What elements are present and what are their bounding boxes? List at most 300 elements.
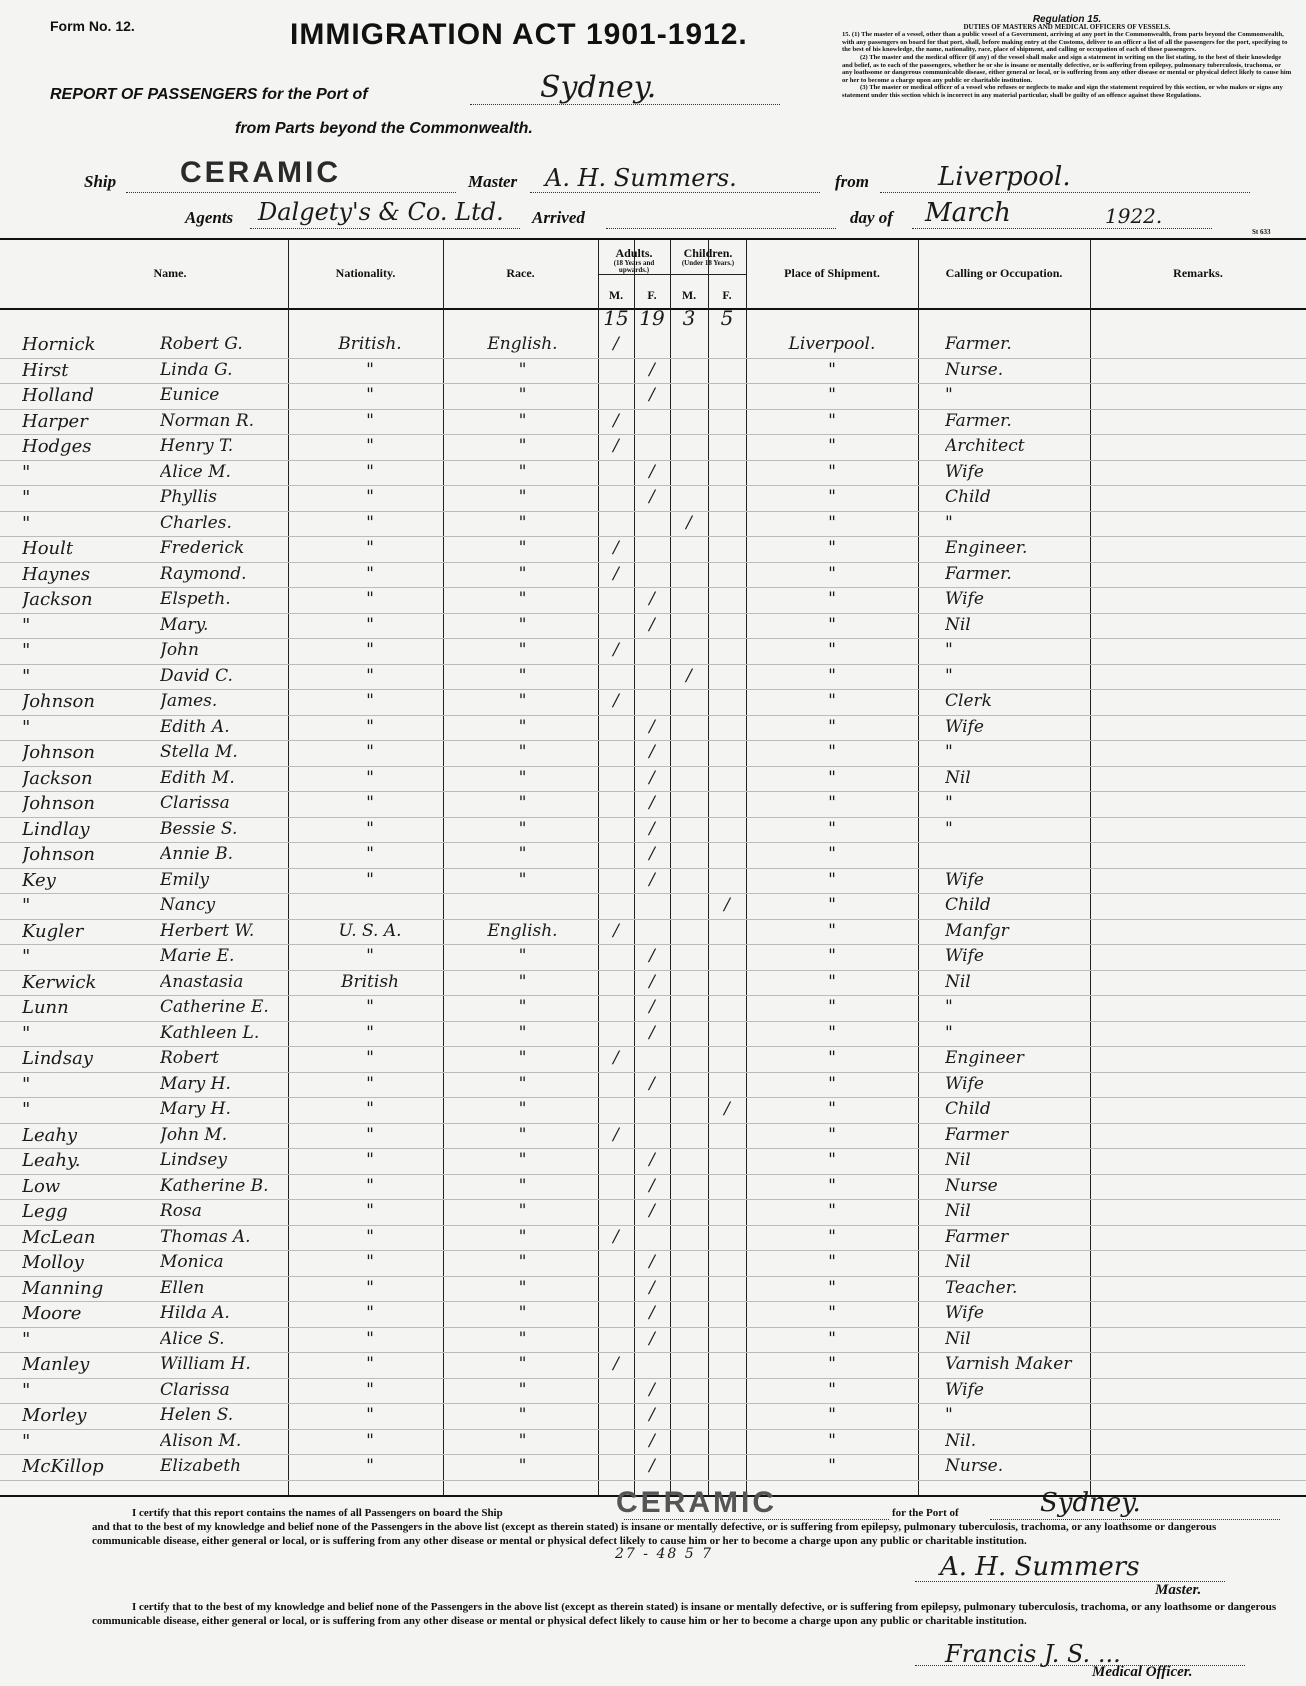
- adult-male-mark: [598, 944, 634, 970]
- passenger-occupation: Child: [945, 1099, 991, 1119]
- child-female-mark: [708, 817, 746, 843]
- passenger-given-names: Anastasia: [160, 971, 244, 992]
- place-of-shipment: ": [828, 640, 836, 660]
- passenger-surname: ": [22, 1328, 31, 1350]
- table-row: [0, 1174, 1306, 1200]
- passenger-surname: Lindsay: [22, 1048, 93, 1069]
- adult-male-mark: [598, 817, 634, 843]
- adult-female-mark: /: [649, 997, 655, 1017]
- passenger-race: [450, 893, 595, 919]
- place-of-shipment: ": [828, 1303, 836, 1323]
- passenger-occupation: ": [945, 818, 953, 839]
- child-female-mark: [708, 613, 746, 639]
- passenger-given-names: Alice M.: [160, 461, 231, 482]
- table-row: [0, 1327, 1306, 1353]
- adult-female-mark: /: [649, 844, 655, 864]
- child-male-mark: [670, 995, 708, 1021]
- month-value: March: [925, 198, 1011, 228]
- passenger-race: ": [518, 742, 527, 762]
- child-male-mark: [670, 358, 708, 384]
- passenger-occupation: Engineer: [945, 1048, 1024, 1068]
- arrived-line: [606, 226, 836, 229]
- passenger-given-names: John: [160, 640, 199, 660]
- child-female-mark: [708, 919, 746, 945]
- child-female-mark: [708, 358, 746, 384]
- child-male-mark: [670, 1021, 708, 1047]
- passenger-given-names: Henry T.: [160, 436, 234, 456]
- passenger-surname: Kerwick: [22, 971, 97, 993]
- place-of-shipment: ": [828, 410, 836, 431]
- passenger-surname: Jackson: [22, 589, 93, 610]
- passenger-nationality: ": [366, 1201, 374, 1221]
- passenger-occupation: Farmer: [945, 1226, 1009, 1247]
- adult-female-mark: /: [649, 818, 655, 839]
- passenger-surname: ": [22, 1099, 31, 1120]
- table-row: [0, 1021, 1306, 1047]
- adult-male-mark: [598, 383, 634, 409]
- col-header-child-m: M.: [681, 288, 697, 302]
- place-of-shipment: ": [828, 767, 836, 788]
- place-of-shipment: ": [828, 1150, 836, 1170]
- passenger-nationality: ": [366, 997, 374, 1017]
- adult-female-mark: [634, 1097, 670, 1123]
- place-of-shipment: ": [828, 971, 836, 992]
- passenger-occupation: Teacher.: [945, 1277, 1018, 1298]
- child-male-mark: [670, 1225, 708, 1251]
- adult-male-mark: [598, 1327, 634, 1353]
- place-of-shipment: ": [828, 691, 836, 711]
- col-header-adults: Adults.: [615, 246, 653, 260]
- ship-line: [126, 190, 456, 193]
- child-female-mark: [708, 1352, 746, 1378]
- passenger-race: ": [518, 436, 527, 456]
- table-row: [0, 740, 1306, 766]
- passenger-given-names: Edith A.: [160, 716, 230, 737]
- child-male-mark: [670, 332, 708, 358]
- regulation-paragraph-1: 15. (1) The master of a vessel, other than a public vessel of a Government, arriving at any port in the Commonwealth, from parts beyond the Commonwealth, with any passengers on board for that port, shall, before making entry at the Customs, deliver to an officer a list of all the passengers for the port, specifying to the best of his knowledge, the name, nationality, race, place of shipment, and calling or occupation of each of those passengers.: [842, 31, 1288, 54]
- table-row: [0, 460, 1306, 486]
- passenger-nationality: ": [366, 844, 374, 864]
- table-row: [0, 638, 1306, 664]
- passenger-race: ": [518, 1175, 527, 1196]
- passenger-nationality: ": [366, 614, 374, 635]
- place-of-shipment: ": [828, 1226, 836, 1247]
- subhead-rule: [598, 274, 746, 275]
- table-row: [0, 689, 1306, 715]
- adult-female-mark: [634, 562, 670, 588]
- medical-officer-signature: Francis J. S. ...: [945, 1640, 1121, 1668]
- place-of-shipment: ": [828, 1201, 836, 1221]
- passenger-nationality: ": [366, 512, 374, 533]
- adult-male-mark: [598, 1148, 634, 1174]
- adult-female-mark: [634, 1123, 670, 1149]
- child-female-mark: [708, 1225, 746, 1251]
- passenger-occupation: Nil: [945, 971, 971, 992]
- ship-label: Ship: [84, 172, 117, 191]
- passenger-surname: ": [22, 1022, 31, 1044]
- ship-stamp: CERAMIC: [180, 156, 341, 189]
- passenger-race: ": [518, 1022, 527, 1043]
- passenger-nationality: ": [366, 869, 374, 890]
- child-female-mark: [708, 511, 746, 537]
- adult-female-mark: /: [649, 946, 655, 966]
- adult-female-mark: /: [649, 1022, 655, 1043]
- child-female-mark: [708, 766, 746, 792]
- child-male-mark: [670, 1148, 708, 1174]
- adult-male-mark: /: [613, 436, 619, 456]
- passenger-given-names: Katherine B.: [160, 1175, 269, 1196]
- child-male-mark: [670, 919, 708, 945]
- passenger-given-names: Ellen: [160, 1277, 205, 1298]
- passenger-given-names: Phyllis: [160, 487, 218, 507]
- passenger-given-names: Clarissa: [160, 1379, 230, 1400]
- passenger-nationality: ": [366, 946, 374, 966]
- child-female-mark: [708, 970, 746, 996]
- child-male-mark: [670, 689, 708, 715]
- passenger-given-names: Robert: [160, 1048, 219, 1068]
- passenger-surname: Hornick: [22, 334, 96, 355]
- child-female-mark: [708, 868, 746, 894]
- adult-female-mark: /: [649, 793, 655, 813]
- passenger-given-names: Robert G.: [160, 334, 243, 354]
- table-row: [0, 1225, 1306, 1251]
- passenger-race: ": [518, 1099, 527, 1119]
- passenger-surname: Haynes: [22, 563, 91, 585]
- table-row: [0, 332, 1306, 358]
- table-row: [0, 613, 1306, 639]
- adult-male-mark: [598, 1378, 634, 1404]
- adult-male-mark: [598, 1454, 634, 1480]
- adult-male-mark: /: [613, 538, 619, 558]
- passenger-occupation: Farmer.: [945, 410, 1012, 431]
- passenger-occupation: Nil: [945, 767, 971, 788]
- passenger-nationality: ": [366, 691, 374, 711]
- table-row: [0, 409, 1306, 435]
- child-female-mark: [708, 1327, 746, 1353]
- table-row: [0, 587, 1306, 613]
- child-female-mark: [708, 715, 746, 741]
- passenger-race: ": [518, 997, 527, 1017]
- passenger-surname: Johnson: [22, 844, 95, 865]
- passenger-nationality: ": [366, 359, 374, 380]
- passenger-nationality: ": [366, 1226, 374, 1247]
- table-row: [0, 1429, 1306, 1455]
- passenger-nationality: ": [366, 1379, 374, 1400]
- place-of-shipment: ": [828, 793, 836, 813]
- passenger-occupation: Wife: [945, 946, 984, 966]
- master-signature: A. H. Summers: [940, 1552, 1140, 1582]
- passenger-occupation: Manfgr: [945, 920, 1009, 941]
- passenger-nationality: ": [366, 1252, 374, 1272]
- passenger-given-names: Annie B.: [160, 844, 233, 864]
- passenger-surname: Johnson: [22, 691, 95, 712]
- adult-female-mark: [634, 1225, 670, 1251]
- passenger-race: ": [518, 665, 527, 686]
- passenger-given-names: Lindsey: [160, 1150, 227, 1170]
- passenger-given-names: Alison M.: [160, 1430, 242, 1451]
- passenger-given-names: Linda G.: [160, 359, 233, 380]
- table-row: [0, 1123, 1306, 1149]
- passenger-nationality: ": [366, 665, 374, 686]
- table-row: [0, 715, 1306, 741]
- place-of-shipment: ": [828, 1175, 836, 1196]
- passenger-surname: ": [22, 665, 31, 687]
- passenger-given-names: Thomas A.: [160, 1226, 251, 1247]
- child-male-mark: /: [686, 512, 692, 533]
- adult-male-mark: [598, 1072, 634, 1098]
- adult-female-mark: /: [649, 1456, 655, 1476]
- adult-male-mark: [598, 1174, 634, 1200]
- passenger-given-names: Marie E.: [160, 946, 235, 966]
- passenger-race: ": [518, 589, 527, 609]
- passenger-nationality: British.: [338, 334, 402, 354]
- passenger-race: ": [518, 844, 527, 864]
- table-row: [0, 970, 1306, 996]
- place-of-shipment: ": [828, 716, 836, 737]
- adult-female-mark: [634, 409, 670, 435]
- passenger-surname: Low: [22, 1175, 61, 1197]
- child-female-mark: [708, 1148, 746, 1174]
- passenger-occupation: ": [945, 997, 953, 1017]
- passenger-occupation: Wife: [945, 1379, 984, 1400]
- place-of-shipment: ": [828, 436, 836, 456]
- passenger-race: ": [518, 767, 527, 788]
- adult-male-mark: /: [613, 640, 619, 660]
- adult-female-mark: /: [649, 742, 655, 762]
- table-row: [0, 1301, 1306, 1327]
- child-male-mark: [670, 1046, 708, 1072]
- passenger-surname: ": [22, 614, 31, 636]
- passenger-nationality: [300, 893, 440, 919]
- adult-male-mark: [598, 664, 634, 690]
- adult-female-mark: [634, 919, 670, 945]
- passenger-occupation: Nil: [945, 1150, 971, 1170]
- passenger-nationality: ": [366, 1150, 374, 1170]
- place-of-shipment: ": [828, 487, 836, 507]
- place-of-shipment: ": [828, 895, 836, 915]
- adult-male-mark: /: [613, 410, 619, 431]
- adult-female-mark: /: [649, 1328, 655, 1349]
- passenger-race: ": [518, 793, 527, 813]
- passenger-race: ": [518, 1354, 527, 1374]
- cert-port-label: for the Port of: [892, 1507, 959, 1519]
- child-female-mark: [708, 485, 746, 511]
- place-of-shipment: ": [828, 1252, 836, 1272]
- adult-female-mark: /: [649, 1201, 655, 1221]
- passenger-race: ": [518, 971, 527, 992]
- place-of-shipment: ": [828, 1277, 836, 1298]
- child-female-mark: /: [724, 895, 730, 915]
- adult-female-mark: /: [649, 767, 655, 788]
- adult-female-mark: [634, 1352, 670, 1378]
- passenger-given-names: Frederick: [160, 538, 245, 558]
- child-female-mark: [708, 995, 746, 1021]
- passenger-occupation: Wife: [945, 461, 984, 482]
- place-of-shipment: ": [828, 946, 836, 966]
- passenger-surname: McKillop: [22, 1456, 104, 1477]
- adult-female-mark: /: [649, 1175, 655, 1196]
- passenger-race: ": [518, 1048, 527, 1068]
- passenger-surname: Manley: [22, 1354, 90, 1375]
- total-adult-f: 19: [639, 306, 665, 330]
- passenger-given-names: Mary H.: [160, 1099, 231, 1119]
- passenger-nationality: ": [366, 1430, 374, 1451]
- child-female-mark: [708, 409, 746, 435]
- adult-female-mark: [634, 1046, 670, 1072]
- adult-male-mark: [598, 970, 634, 996]
- passenger-given-names: Emily: [160, 869, 210, 890]
- table-row: [0, 944, 1306, 970]
- agents-line: [250, 226, 520, 229]
- adult-male-mark: [598, 1199, 634, 1225]
- place-of-shipment: ": [828, 589, 836, 609]
- passenger-surname: Lindlay: [22, 818, 90, 840]
- passenger-surname: Molloy: [22, 1252, 84, 1273]
- passenger-occupation: [945, 842, 1090, 868]
- place-of-shipment: ": [828, 1022, 836, 1043]
- row-rule: [0, 1480, 1306, 1481]
- passenger-given-names: Alice S.: [160, 1328, 225, 1349]
- table-row: [0, 664, 1306, 690]
- master-title: Master.: [1155, 1582, 1202, 1598]
- passenger-surname: Hodges: [22, 436, 92, 457]
- col-header-remarks: Remarks.: [1173, 266, 1223, 280]
- passenger-given-names: Nancy: [160, 895, 216, 915]
- passenger-occupation: ": [945, 742, 953, 762]
- adult-female-mark: [634, 664, 670, 690]
- medical-officer-line: [915, 1664, 1245, 1666]
- passenger-nationality: ": [366, 742, 374, 762]
- passenger-occupation: ": [945, 512, 953, 533]
- adult-male-mark: [598, 995, 634, 1021]
- passenger-nationality: ": [366, 818, 374, 839]
- passenger-occupation: Nil: [945, 1201, 971, 1221]
- passenger-race: ": [518, 487, 527, 507]
- child-male-mark: [670, 868, 708, 894]
- child-male-mark: [670, 434, 708, 460]
- child-male-mark: [670, 715, 708, 741]
- place-of-shipment: ": [828, 512, 836, 533]
- passenger-occupation: Nil: [945, 1328, 971, 1349]
- adult-male-mark: [598, 485, 634, 511]
- child-female-mark: [708, 689, 746, 715]
- place-of-shipment: ": [828, 1048, 836, 1068]
- passenger-race: ": [518, 1379, 527, 1400]
- child-male-mark: [670, 893, 708, 919]
- place-of-shipment: ": [828, 359, 836, 380]
- passenger-surname: Legg: [22, 1201, 68, 1222]
- adult-male-mark: /: [613, 334, 619, 354]
- passenger-occupation: ": [945, 793, 953, 813]
- passenger-race: ": [518, 1073, 527, 1094]
- child-female-mark: [708, 1429, 746, 1455]
- table-top-rule: [0, 238, 1306, 240]
- col-header-children-sub: (Under 18 Years.): [681, 259, 735, 267]
- total-child-m: 3: [682, 306, 696, 330]
- passenger-occupation: Child: [945, 895, 991, 915]
- passenger-nationality: ": [366, 436, 374, 456]
- adult-female-mark: /: [649, 1277, 655, 1298]
- passenger-occupation: Farmer.: [945, 563, 1012, 584]
- table-row: [0, 995, 1306, 1021]
- child-female-mark: [708, 434, 746, 460]
- child-male-mark: [670, 1301, 708, 1327]
- adult-female-mark: /: [649, 1430, 655, 1451]
- child-female-mark: [708, 562, 746, 588]
- adult-male-mark: [598, 791, 634, 817]
- table-row: [0, 536, 1306, 562]
- place-of-shipment: ": [828, 461, 836, 482]
- child-male-mark: [670, 1454, 708, 1480]
- passenger-race: ": [518, 410, 527, 431]
- passenger-occupation: ": [945, 640, 953, 660]
- passenger-occupation: Wife: [945, 1303, 984, 1323]
- passenger-surname: ": [22, 640, 31, 661]
- passenger-race: ": [518, 1430, 527, 1451]
- passenger-race: ": [518, 563, 527, 584]
- print-code: St 633: [1252, 228, 1271, 236]
- passenger-race: ": [518, 691, 527, 711]
- col-header-occupation: Calling or Occupation.: [945, 266, 1063, 280]
- child-male-mark: [670, 1174, 708, 1200]
- adult-male-mark: [598, 766, 634, 792]
- passenger-occupation: Wife: [945, 716, 984, 737]
- table-row: [0, 511, 1306, 537]
- passenger-surname: Key: [22, 869, 56, 891]
- child-male-mark: [670, 766, 708, 792]
- table-row: [0, 1276, 1306, 1302]
- place-of-shipment: ": [828, 665, 836, 686]
- passenger-surname: Johnson: [22, 793, 95, 814]
- child-male-mark: [670, 536, 708, 562]
- passenger-nationality: ": [366, 1277, 374, 1298]
- adult-female-mark: [634, 434, 670, 460]
- adult-female-mark: /: [649, 971, 655, 992]
- adult-female-mark: /: [649, 1303, 655, 1323]
- passenger-nationality: ": [366, 1022, 374, 1043]
- passenger-given-names: Catherine E.: [160, 997, 269, 1017]
- passenger-nationality: ": [366, 1354, 374, 1374]
- day-of-label: day of: [850, 208, 893, 227]
- adult-male-mark: /: [613, 691, 619, 711]
- child-female-mark: [708, 842, 746, 868]
- adult-male-mark: /: [613, 563, 619, 584]
- adult-male-mark: [598, 358, 634, 384]
- total-adult-m: 15: [603, 306, 629, 330]
- table-row: [0, 791, 1306, 817]
- adult-female-mark: [634, 332, 670, 358]
- child-male-mark: [670, 409, 708, 435]
- passenger-given-names: Edith M.: [160, 767, 235, 788]
- passenger-race: ": [518, 1150, 527, 1170]
- col-header-adult-f: F.: [647, 288, 657, 302]
- adult-male-mark: [598, 893, 634, 919]
- place-of-shipment: ": [828, 1456, 836, 1476]
- passenger-occupation: Nil: [945, 1252, 971, 1272]
- place-of-shipment: ": [828, 997, 836, 1017]
- adult-female-mark: [634, 536, 670, 562]
- child-female-mark: [708, 791, 746, 817]
- cert-ship-stamp: CERAMIC: [616, 1486, 777, 1519]
- passenger-race: ": [518, 538, 527, 558]
- passenger-race: ": [518, 385, 527, 405]
- passenger-race: ": [518, 1252, 527, 1272]
- child-male-mark: [670, 1429, 708, 1455]
- passenger-race: ": [518, 1277, 527, 1298]
- child-male-mark: [670, 1072, 708, 1098]
- passenger-nationality: ": [366, 589, 374, 609]
- passenger-nationality: ": [366, 563, 374, 584]
